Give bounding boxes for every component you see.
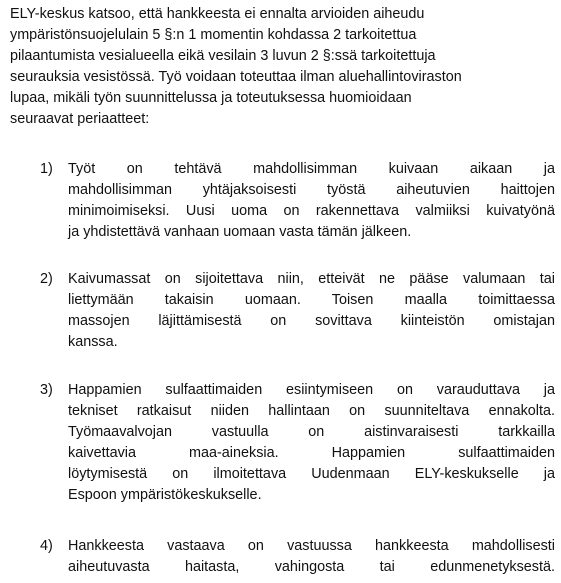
list-item-line: Työmaavalvojan vastuulla on aistinvaraisesti tarkkailla xyxy=(68,424,555,440)
list-item-line: kaivettavia maa-aineksia. Happamien sulfaattimaiden xyxy=(68,445,555,461)
list-item-number: 2) xyxy=(40,271,53,287)
list-item-line: Hankkeesta vastaava on vastuussa hankkeesta mahdollisesti xyxy=(68,538,555,554)
list-item-line: minimoimiseksi. Uusi uoma on rakennettava valmiiksi kuivatyönä xyxy=(68,203,555,219)
intro-line: pilaantumista vesialueella eikä vesilain 3 luvun 2 §:ssä tarkoitettuja xyxy=(10,48,436,64)
list-item-number: 4) xyxy=(40,538,53,554)
intro-line: ELY-keskus katsoo, että hankkeesta ei ennalta arvioiden aiheudu xyxy=(10,6,425,22)
intro-line: seuraavat periaatteet: xyxy=(10,111,150,127)
list-item-number: 3) xyxy=(40,382,53,398)
list-item-line: liettymään takaisin uomaan. Toisen maalla toimittaessa xyxy=(68,292,555,308)
intro-paragraph xyxy=(10,4,558,130)
list-item-number: 1) xyxy=(40,161,53,177)
list-item-line: Kaivumassat on sijoitettava niin, etteivät ne pääse valumaan tai xyxy=(68,271,555,287)
list-item-text xyxy=(68,380,555,506)
intro-line: seurauksia vesistössä. Työ voidaan toteuttaa ilman aluehallintoviraston xyxy=(10,69,462,85)
list-item-text xyxy=(68,536,555,578)
list-item-line: mahdollisimman yhtäjaksoisesti työstä aiheutuvien haittojen xyxy=(68,182,555,198)
list-item-text xyxy=(68,269,555,353)
list-item-line: löytymisestä on ilmoitettava Uudenmaan ELY-keskukselle ja xyxy=(68,466,555,482)
list-item-line: kanssa. xyxy=(68,334,118,350)
list-item-line: Työt on tehtävä mahdollisimman kuivaan aikaan ja xyxy=(68,161,555,177)
list-item-line: Happamien sulfaattimaiden esiintymiseen on varauduttava ja xyxy=(68,382,555,398)
list-item-line: ja yhdistettävä vanhaan uomaan vasta tämän jälkeen. xyxy=(68,224,412,240)
list-item-line: massojen läjittämisestä on sovittava kiinteistön omistajan xyxy=(68,313,555,329)
list-item-text xyxy=(68,159,555,243)
intro-line: lupaa, mikäli työn suunnittelussa ja toteutuksessa huomioidaan xyxy=(10,90,412,106)
list-item-line: tekniset ratkaisut niiden hallintaan on suunniteltava ennakolta. xyxy=(68,403,555,419)
list-item-line: Espoon ympäristökeskukselle. xyxy=(68,487,262,503)
intro-line: ympäristönsuojelulain 5 §:n 1 momentin kohdassa 2 tarkoitettua xyxy=(10,27,417,43)
list-item-line: aiheutuvasta haitasta, vahingosta tai edunmenetyksestä. xyxy=(68,559,555,575)
